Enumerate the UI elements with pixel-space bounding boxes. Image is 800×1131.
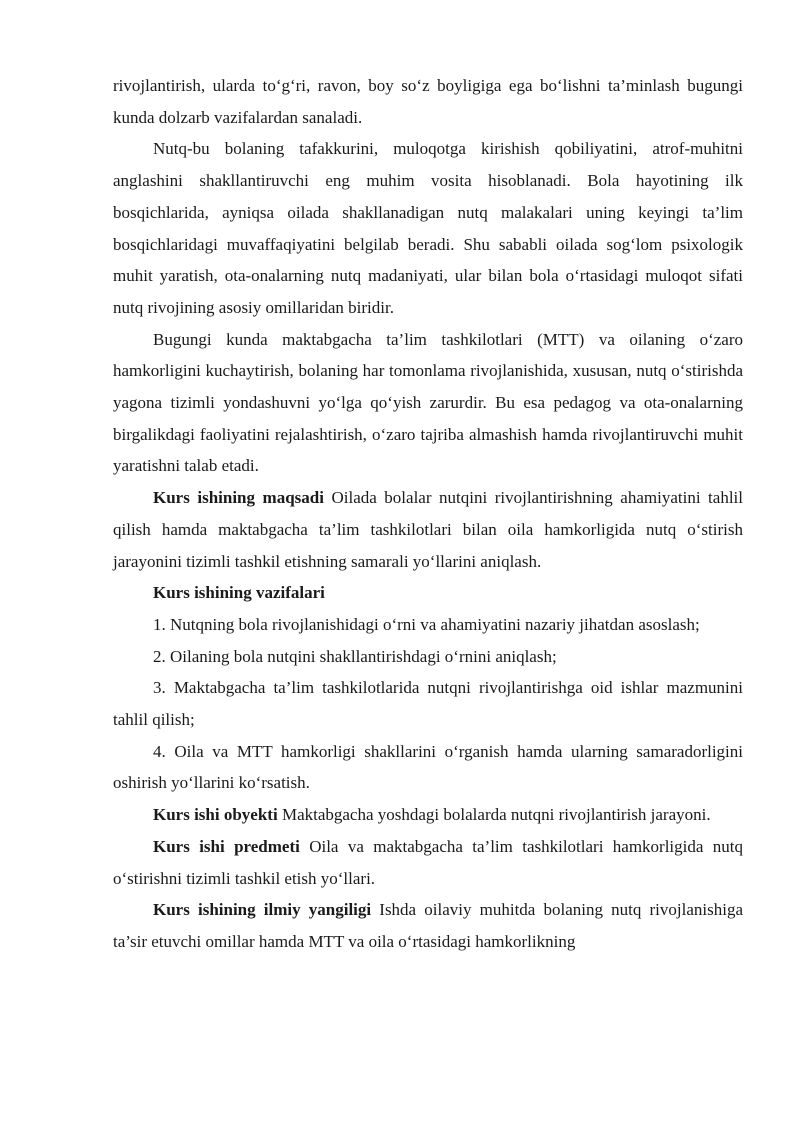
task-item: 3. Maktabgacha ta’lim tashkilotlarida nutqni rivojlantirishga oid ishlar mazmunini tahlil qilish; xyxy=(113,678,743,730)
document-page xyxy=(113,70,743,958)
paragraph-subject xyxy=(113,831,743,894)
task-item: 1. Nutqning bola rivojlanishidagi o‘rni va ahamiyatini nazariy jihatdan asoslash; xyxy=(153,614,700,634)
paragraph-object xyxy=(113,799,743,831)
goal-term: Kurs ishining maqsadi xyxy=(153,488,324,508)
subject-text: Oila va maktabgacha ta’lim tashkilotlari hamkorligida nutq o‘stirishni tizimli tashkil etish yo‘llari. xyxy=(113,836,743,888)
novelty-term: Kurs ishining ilmiy yangiligi xyxy=(153,900,372,920)
goal-text: Oilada bolalar nutqini rivojlantirishning ahamiyatini tahlil qilish hamda maktabgacha ta’lim tashkilotlari bilan oila hamkorligida nutq o‘stirish jarayonini tizimli tashkil etishning samarali yo‘llarini aniqlash. xyxy=(113,488,743,571)
task-item: 2. Oilaning bola nutqini shakllantirishdagi o‘rnini aniqlash; xyxy=(153,646,557,666)
paragraph-goal xyxy=(113,482,743,577)
object-term: Kurs ishi obyekti xyxy=(153,805,278,825)
paragraph-novelty xyxy=(113,894,743,957)
object-text: Maktabgacha yoshdagi bolalarda nutqni rivojlantirish jarayoni. xyxy=(277,805,711,825)
novelty-text: Ishda oilaviy muhitda bolaning nutq rivojlanishiga ta’sir etuvchi omillar hamda MTT va oila o‘rtasidagi hamkorlikning xyxy=(113,900,743,951)
tasks-heading-text: Kurs ishining vazifalari xyxy=(153,583,325,603)
paragraph-speech-importance: Nutq-bu bolaning tafakkurini, muloqotga kirishish qobiliyatini, atrof-muhitni anglashini shakllantiruvchi eng muhim vosita hisoblanadi. Bola hayotining ilk bosqichlarida, ayniqsa oilada shakllanadigan nutq malakalari uning keyingi ta’lim bosqichlaridagi muvaffaqiyatini belgilab beradi. Shu sababli oilada sog‘lom psixologik muhit yaratish, ota-onalarning nutq madaniyati, ular bilan bola o‘rtasidagi muloqot sifati nutq rivojining asosiy omillaridan biridir. xyxy=(113,139,743,317)
tasks-heading xyxy=(113,577,743,609)
paragraph-continuation: rivojlantirish, ularda to‘g‘ri, ravon, boy so‘z boyligiga ega bo‘lishni ta’minlash bugungi kunda dolzarb vazifalardan sanaladi. xyxy=(113,76,743,127)
subject-term: Kurs ishi predmeti xyxy=(153,836,300,856)
paragraph-mtt-cooperation: Bugungi kunda maktabgacha ta’lim tashkilotlari (MTT) va oilaning o‘zaro hamkorligini kuchaytirish, bolaning har tomonlama rivojlanishida, xususan, nutq o‘stirishda yagona tizimli yondashuvni yo‘lga qo‘yish zarurdir. Bu esa pedagog va ota-onalarning birgalikdagi faoliyatini rejalashtirish, o‘zaro tajriba almashish hamda rivojlantiruvchi muhit yaratishni talab etadi. xyxy=(113,329,743,476)
task-item: 4. Oila va MTT hamkorligi shakllarini o‘rganish hamda ularning samaradorligini oshirish yo‘llarini ko‘rsatish. xyxy=(113,741,743,793)
